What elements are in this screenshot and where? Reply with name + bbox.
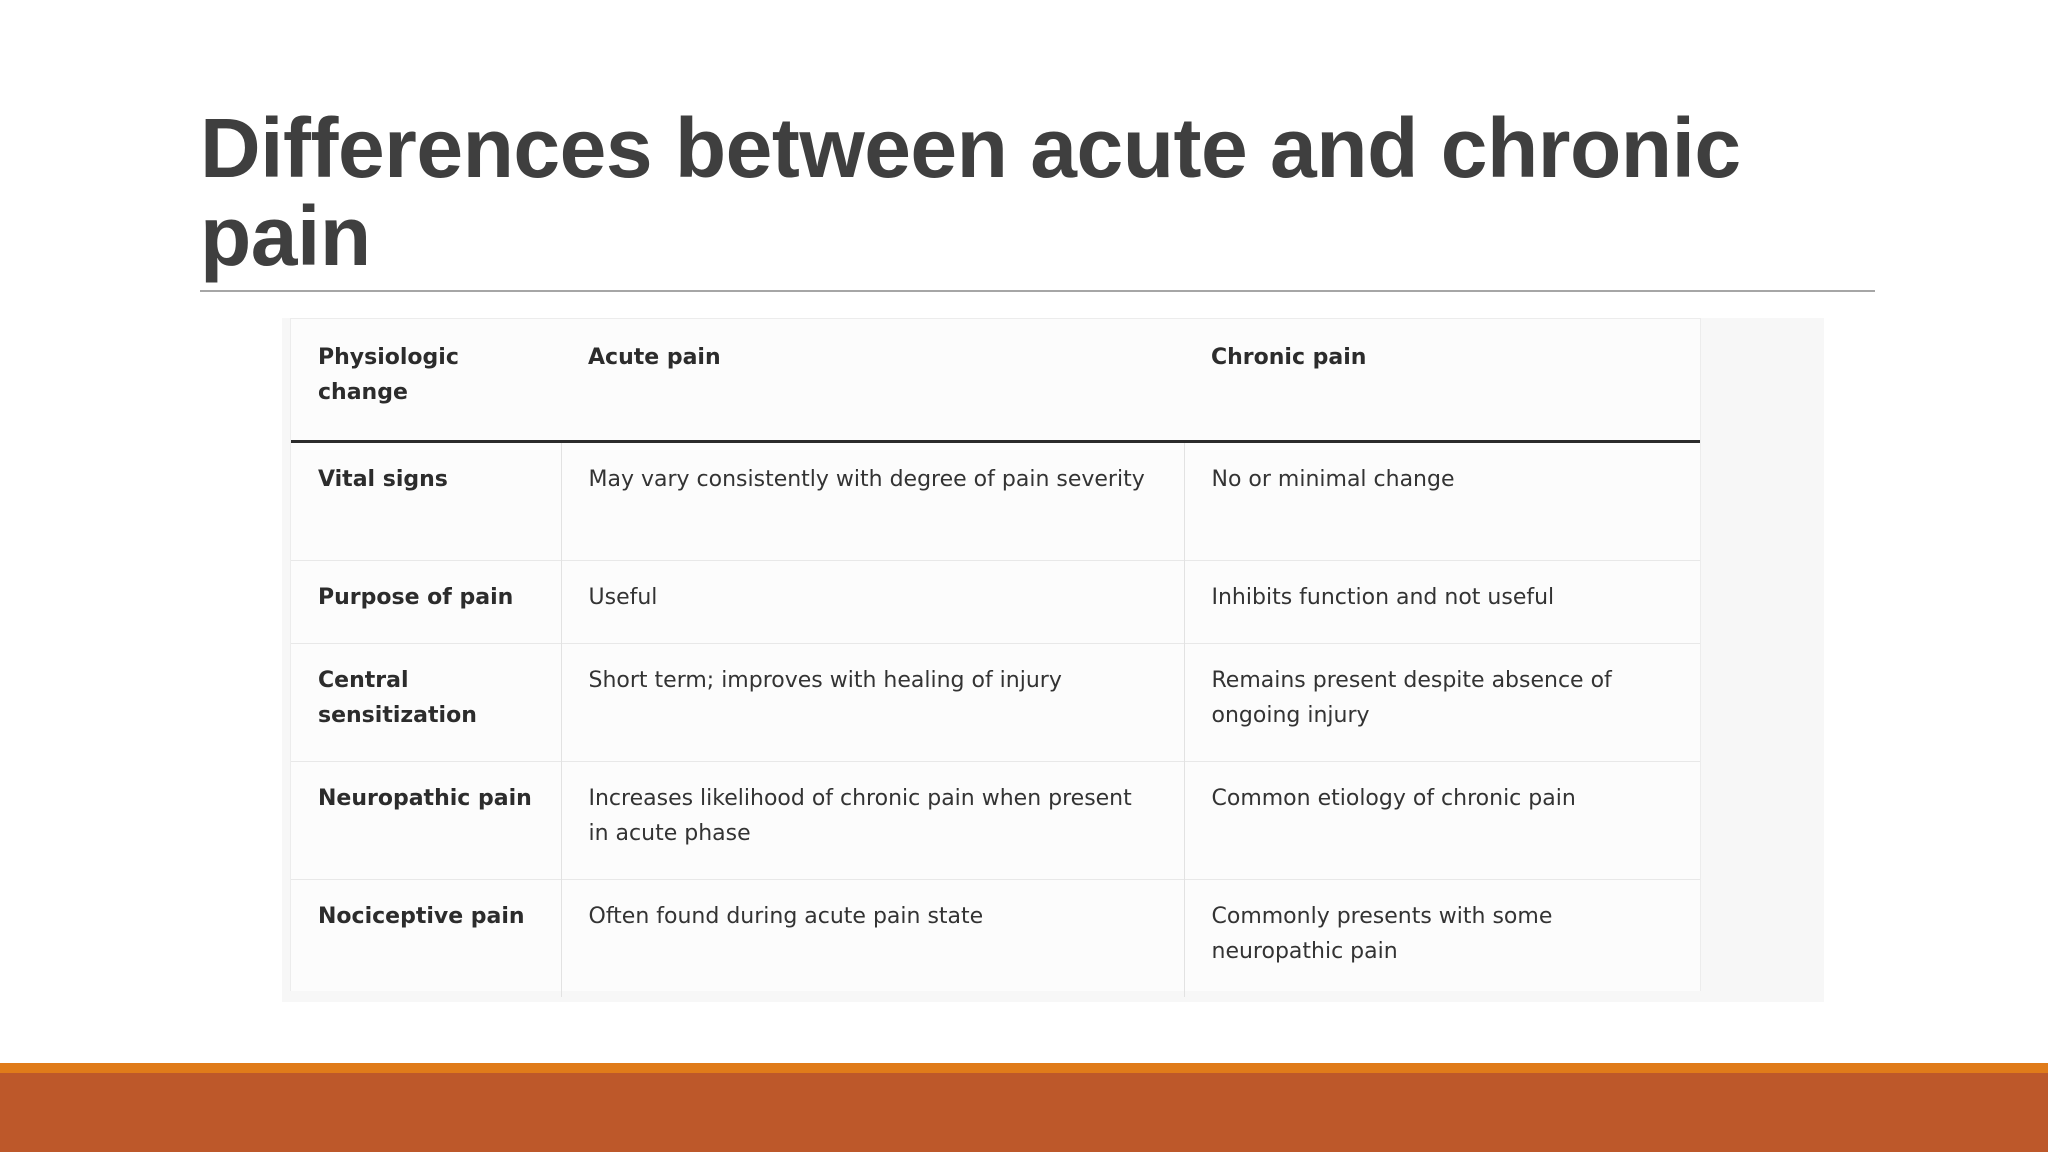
acute-cell: Short term; improves with healing of injury	[561, 644, 1184, 762]
table-row	[291, 880, 1700, 998]
acute-cell: Useful	[561, 561, 1184, 644]
chronic-cell: Inhibits function and not useful	[1184, 561, 1700, 644]
row-label: Vital signs	[291, 442, 561, 561]
row-label: Purpose of pain	[291, 561, 561, 644]
chronic-cell: Common etiology of chronic pain	[1184, 762, 1700, 880]
table-row	[291, 442, 1700, 561]
row-label: Nociceptive pain	[291, 880, 561, 998]
table-row	[291, 644, 1700, 762]
table-header-row	[291, 319, 1700, 442]
acute-cell: May vary consistently with degree of pain severity	[561, 442, 1184, 561]
header-acute-pain: Acute pain	[561, 319, 1184, 442]
header-physiologic-change: Physiologic change	[291, 319, 561, 442]
chronic-cell: No or minimal change	[1184, 442, 1700, 561]
acute-cell: Increases likelihood of chronic pain when present in acute phase	[561, 762, 1184, 880]
table-row	[291, 561, 1700, 644]
pain-comparison-table	[291, 319, 1700, 997]
chronic-cell: Commonly presents with some neuropathic pain	[1184, 880, 1700, 998]
footer-accent-line	[0, 1063, 2048, 1073]
title-divider	[200, 290, 1875, 292]
chronic-cell: Remains present despite absence of ongoing injury	[1184, 644, 1700, 762]
row-label: Neuropathic pain	[291, 762, 561, 880]
acute-cell: Often found during acute pain state	[561, 880, 1184, 998]
header-chronic-pain: Chronic pain	[1184, 319, 1700, 442]
slide-title: Differences between acute and chronic pain	[200, 101, 1741, 283]
comparison-table-image	[290, 318, 1701, 991]
row-label: Central sensitization	[291, 644, 561, 762]
footer-band	[0, 1073, 2048, 1152]
table-row	[291, 762, 1700, 880]
